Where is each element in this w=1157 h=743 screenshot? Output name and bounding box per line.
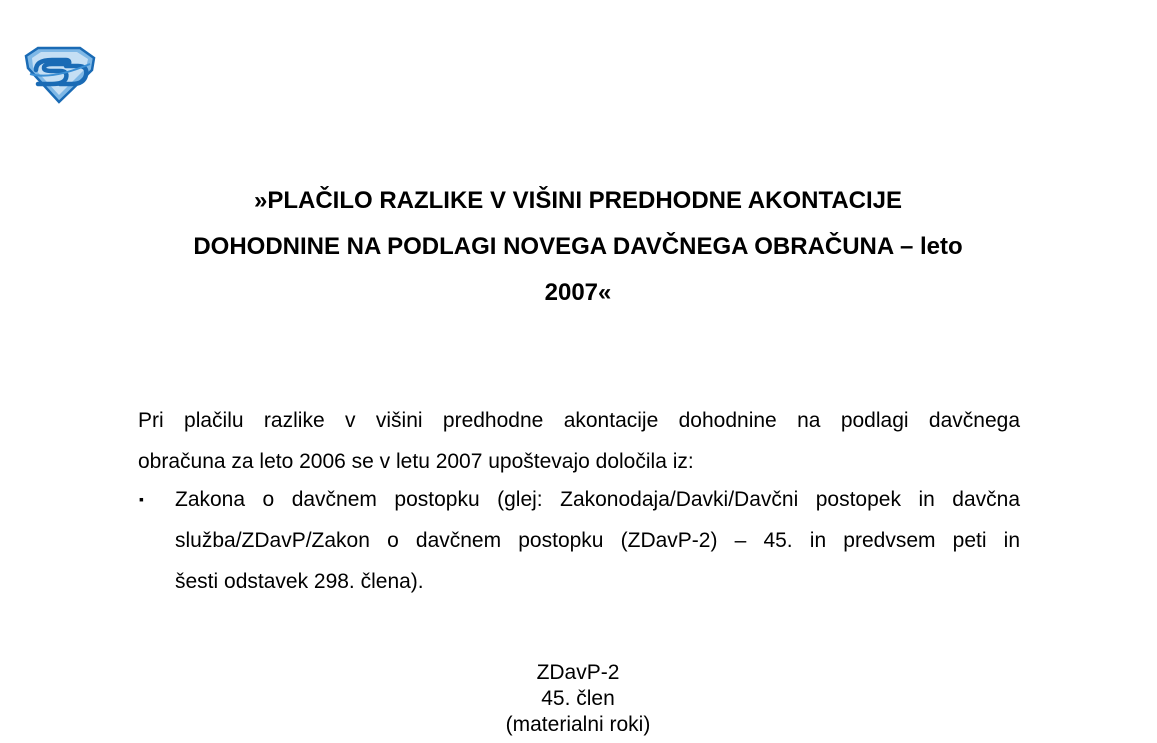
bullet-line-3: šesti odstavek 298. člena). — [175, 570, 424, 593]
intro-line-1: Pri plačilu razlike v višini predhodne akontacije dohodnine na podlagi davčnega — [138, 409, 1020, 432]
article-number: 45. člen — [541, 687, 615, 710]
square-bullet-icon: ▪ — [139, 491, 144, 507]
intro-paragraph — [138, 400, 1020, 482]
sd-logo-icon — [22, 46, 96, 104]
bullet-line-1: Zakona o davčnem postopku (glej: Zakonodaja/Davki/Davčni postopek in davčna — [175, 488, 1020, 511]
bullet-line-2: služba/ZDavP/Zakon o davčnem postopku (ZDavP-2) – 45. in predvsem peti in — [175, 529, 1020, 552]
title-line-2: DOHODNINE NA PODLAGI NOVEGA DAVČNEGA OBRAČUNA – leto — [193, 233, 963, 260]
law-name: ZDavP-2 — [536, 661, 620, 684]
intro-line-2: obračuna za leto 2006 se v letu 2007 upoštevajo določila iz: — [138, 450, 694, 473]
article-subtitle: (materialni roki) — [505, 713, 651, 736]
bullet-list-item — [138, 479, 1020, 602]
document-title — [128, 178, 1028, 316]
sd-logo — [22, 46, 96, 104]
title-line-1: »PLAČILO RAZLIKE V VIŠINI PREDHODNE AKONTACIJE — [253, 187, 903, 214]
title-line-3: 2007« — [544, 279, 612, 306]
article-heading — [378, 660, 778, 738]
